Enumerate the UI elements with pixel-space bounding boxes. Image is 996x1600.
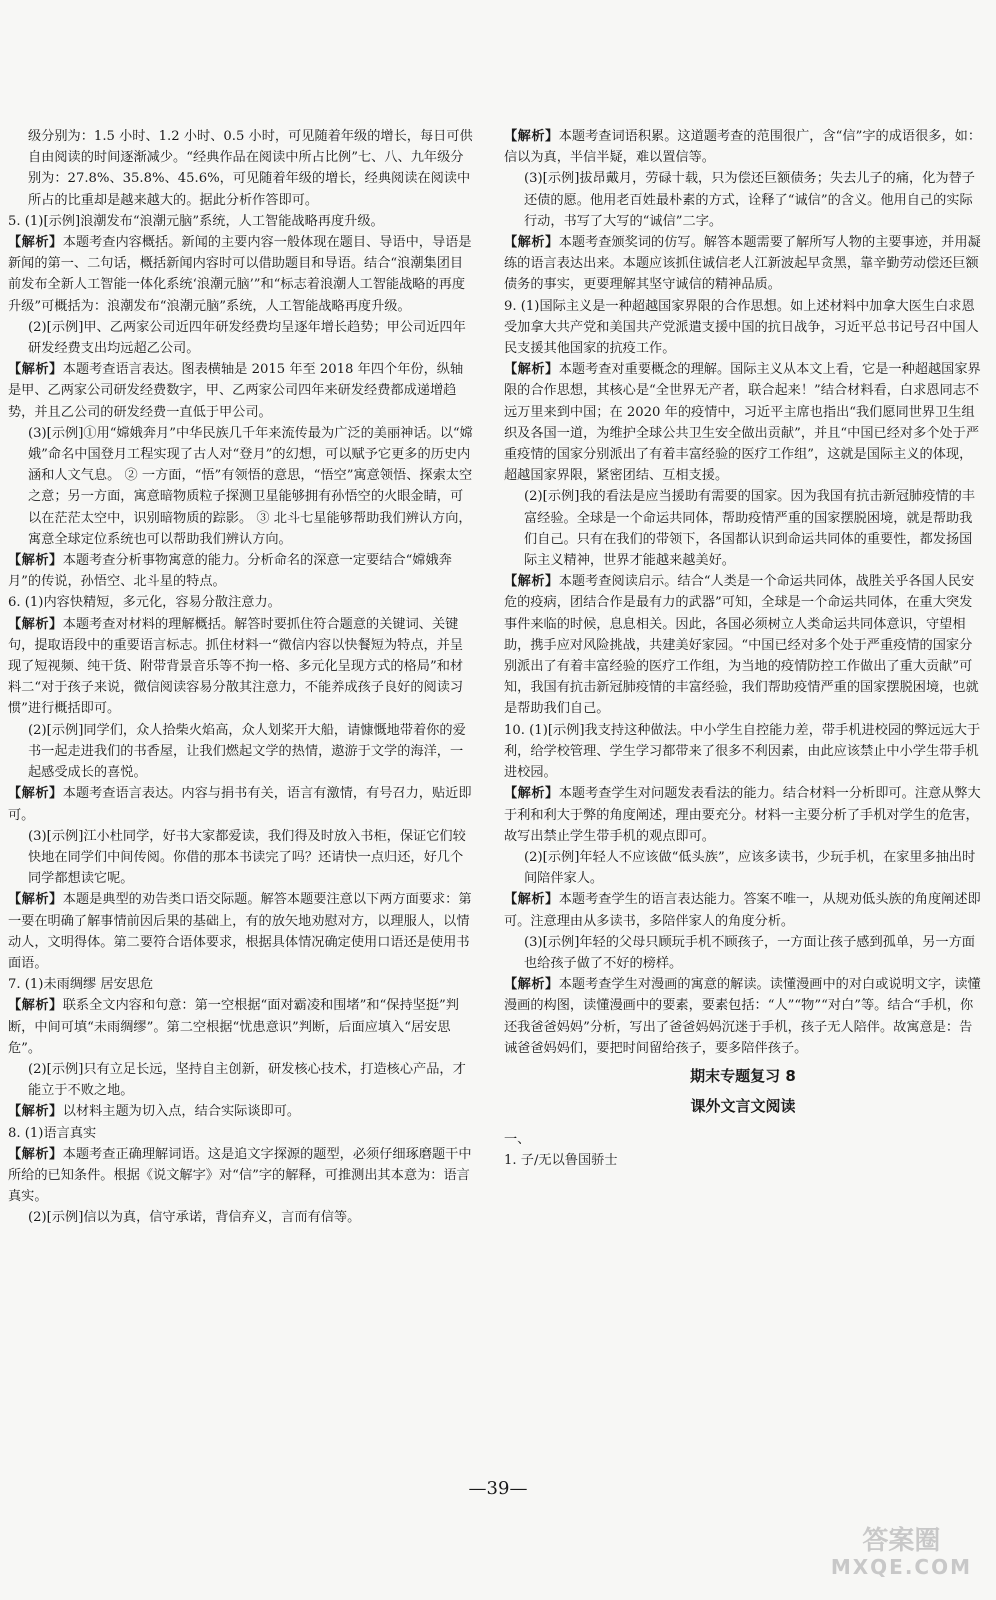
answer-paragraph: (2)[示例]年轻人不应该做“低头族”，应该多读书，少玩手机，在家里多抽出时间陪伴家人。 <box>524 849 976 887</box>
answer-paragraph: 6. (1)内容快精短，多元化，容易分散注意力。 <box>8 595 281 611</box>
answer-paragraph: (2)[示例]同学们，众人拾柴火焰高，众人划桨开大船，请慷慨地带着你的爱书一起走进我们的书香屋，让我们燃起文学的热情，遨游于文学的海洋，一起感受成长的喜悦。 <box>28 722 466 781</box>
answer-paragraph: (3)[示例]年轻的父母只顾玩手机不顾孩子，一方面让孩子感到孤单，另一方面也给孩子做了不好的榜样。 <box>524 934 975 971</box>
analysis-tag: 【解析】 <box>504 129 559 144</box>
analysis-text: 本题考查学生对问题发表看法的能力。结合材料一分析即可。注意从弊大于利和利大于弊的角度阐述，理由要充分。材料一主要分析了手机对学生的危害，故写出禁止学生带手机的观点即可。 <box>504 786 981 844</box>
analysis-paragraph <box>8 1101 474 1122</box>
section-marker: 一、 <box>504 1131 531 1147</box>
analysis-tag: 【解析】 <box>8 1146 63 1162</box>
answer-paragraph: (3)[示例]拔昂戴月，劳碌十载，只为偿还巨额债务；失去儿子的痛，化为替子还债的愿。他用老百姓最朴素的方式，诠释了“诚信”的含义。他用自己的实际行动，书写了大写的“诚信”二字。 <box>524 171 975 229</box>
analysis-text: 本题考查学生对漫画的寓意的解读。读懂漫画中的对白或说明文字，读懂漫画的构图，读懂漫画中的要素，要素包括：“人”“物”“对白”等。结合“手机，你还我爸爸妈妈”分析，写出了爸爸妈妈沉迷于手机，孩子无人陪伴。故寓意是：告诫爸爸妈妈们，要把时间留给孩子，要多陪伴孩子。 <box>504 977 981 1056</box>
watermark-logo <box>831 1528 972 1580</box>
answer-paragraph: 8. (1)语言真实 <box>8 1125 97 1141</box>
analysis-paragraph <box>504 126 982 168</box>
analysis-paragraph <box>8 783 474 825</box>
analysis-text: 本题考查分析事物寓意的能力。分析命名的深意一定要结合“嫦娥奔月”的传说，孙悟空、北斗星的特点。 <box>8 553 452 590</box>
analysis-text: 本题考查内容概括。新闻的主要内容一般体现在题目、导语中，导语是新闻的第一、二句话，概括新闻内容时可以借助题目和导语。结合“浪潮集团目前发布全新人工智能一体化系统‘浪潮元脑’”和“标志着浪潮人工智能战略的再度升级”可概括为：浪潮发布“浪潮元脑”系统，人工智能战略再度升级。 <box>8 235 472 314</box>
analysis-tag: 【解析】 <box>8 616 63 632</box>
analysis-paragraph <box>8 359 474 423</box>
answer-paragraph: 5. (1)[示例]浪潮发布“浪潮元脑”系统，人工智能战略再度升级。 <box>8 213 384 229</box>
analysis-paragraph <box>504 571 982 719</box>
analysis-text: 本题考查阅读启示。结合“人类是一个命运共同体，战胜关乎各国人民安危的疫病，团结合作是最有力的武器”可知，全球是一个命运共同体，在重大突发事件来临的时候，息息相关。因此，各国必须树立人类命运共同体意识，守望相助，携手应对风险挑战，共建美好家园。“中国已经对多个处于严重疫情的国家分别派出了有着丰富经验的医疗工作组，为当地的疫情防控工作做出了重大贡献”可知，我国有抗击新冠肺疫情的丰富经验，我们帮助疫情严重的国家摆脱困境，也就是帮助我们自己。 <box>504 574 979 717</box>
answer-paragraph: (2)[示例]信以为真，信守承诺，背信弃义，言而有信等。 <box>28 1210 361 1226</box>
analysis-paragraph <box>8 995 474 1059</box>
answer-paragraph: (3)[示例]江小杜同学，好书大家都爱读，我们得及时放入书柜，保证它们较快地在同学们中间传阅。你借的那本书读完了吗？还请快一点归还，好几个同学都想读它呢。 <box>28 828 466 887</box>
analysis-tag: 【解析】 <box>8 362 63 378</box>
answer-paragraph: 9. (1)国际主义是一种超越国家界限的合作思想。如上述材料中加拿大医生白求恩受加拿大共产党和美国共产党派遣支援中国的抗日战争，习近平总书记号召中国人民支援其他国家的抗疫工作。 <box>504 298 979 357</box>
answer-paragraph: (3)[示例]①用“嫦娥奔月”中华民族几千年来流传最为广泛的美丽神话。以“嫦娥”命名中国登月工程实现了古人对“登月”的幻想，可以赋予它更多的历史内涵和人文气息。 ② 一方面，“悟”有领悟的意思，“悟空”寓意领悟、探索太空之意；另一方面，寓意暗物质粒子探测卫星能够拥有孙悟空的火眼金睛，可以在茫茫太空中，识别暗物质的踪影。 ③ 北斗七星能够帮助我们辨认方向，寓意全球定位系统也可以帮助我们辨认方向。 <box>28 425 473 547</box>
analysis-paragraph <box>8 550 474 592</box>
analysis-tag: 【解析】 <box>504 235 559 251</box>
answer-paragraph: 级分别为：1.5 小时、1.2 小时、0.5 小时，可见随着年级的增长，每日可供自由阅读的时间逐渐减少。“经典作品在阅读中所占比例”七、八、九年级分别为：27.8%、35.8%、45.6%，可见随着年级的增长，经典阅读在阅读中所占的比重却是越来越大的。据此分析作答即可。 <box>28 129 473 208</box>
analysis-text: 本题考查颁奖词的仿写。解答本题需要了解所写人物的主要事迹，并用凝练的语言表达出来。本题应该抓住诚信老人江新波起早贪黑，靠辛勤劳动偿还巨额债务的事实，更要理解其坚守诚信的精神品质。 <box>504 235 981 293</box>
analysis-text: 本题考查学生的语言表达能力。答案不唯一，从规劝低头族的角度阐述即可。注意理由从多读书，多陪伴家人的角度分析。 <box>504 892 981 929</box>
analysis-text: 本题考查语言表达。图表横轴是 2015 年至 2018 年四个年份，纵轴是甲、乙两家公司研发经费数字，甲、乙两家公司四年来研发经费都成递增趋势，并且乙公司的研发经费一直低于甲公司。 <box>8 362 464 420</box>
analysis-paragraph <box>504 359 982 486</box>
analysis-text: 本题考查对重要概念的理解。国际主义从本文上看，它是一种超越国家界限的合作思想，其核心是“全世界无产者，联合起来！”结合材料看，白求恩同志不远万里来到中国；在 2020 年的疫情中，习近平主席也指出“我们愿同世界卫生组织及各国一道，为维护全球公共卫生安全做出贡献”，并且“中国已经对多个处于严重疫情的国家分别派出了有着丰富经验的医疗工作组”，这就是国际主义的体现，超越国家界限，紧密团结、互相支援。 <box>504 362 981 484</box>
analysis-paragraph <box>8 614 474 720</box>
analysis-paragraph <box>504 232 982 296</box>
answer-paragraph: (2)[示例]我的看法是应当援助有需要的国家。因为我国有抗击新冠肺疫情的丰富经验。全球是一个命运共同体，帮助疫情严重的国家摆脱困境，就是帮助我们自己。只有在我们的带领下，各国都认识到命运共同体的重要性，都发扬国际主义精神，世界才能越来越美好。 <box>524 489 975 569</box>
analysis-text: 联系全文内容和句意：第一空根据“面对霸凌和围堵”和“保持坚挺”判断，中间可填“未雨绸缪”。第二空根据“忧患意识”判断，后面应填入“居安思危”。 <box>8 998 459 1056</box>
analysis-tag: 【解析】 <box>8 553 63 569</box>
analysis-text: 本题考查语言表达。内容与捐书有关，语言有激情，有号召力，贴近即可。 <box>8 786 472 823</box>
analysis-tag: 【解析】 <box>8 786 63 802</box>
watermark-line2: MXQE.COM <box>830 1555 972 1579</box>
answer-paragraph: 1. 子/无以鲁国骄士 <box>504 1153 618 1169</box>
analysis-tag: 【解析】 <box>504 786 559 802</box>
analysis-paragraph <box>504 783 982 847</box>
analysis-paragraph <box>504 974 982 1059</box>
analysis-text: 以材料主题为切入点，结合实际谈即可。 <box>62 1104 301 1120</box>
answer-paragraph: 10. (1)[示例]我支持这种做法。中小学生自控能力差，带手机进校园的弊远远大于利，给学校管理、学生学习都带来了很多不利因素，由此应该禁止中小学生带手机进校园。 <box>504 722 981 781</box>
answer-paragraph: 7. (1)未雨绸缪 居安思危 <box>8 977 154 993</box>
right-column <box>504 126 982 1171</box>
answer-paragraph: (2)[示例]只有立足长远，坚持自主创新，研发核心技术，打造核心产品，才能立于不败之地。 <box>28 1061 466 1099</box>
answer-paragraph: (2)[示例]甲、乙两家公司近四年研发经费均呈逐年增长趋势；甲公司近四年研发经费支出均远超乙公司。 <box>28 319 466 357</box>
analysis-paragraph <box>8 232 474 317</box>
analysis-text: 本题考查对材料的理解概括。解答时要抓住符合题意的关键词、关键句，提取语段中的重要语言标志。抓住材料一“微信内容以快餐短为特点，并呈现了短视频、纯干货、附带背景音乐等不拘一格、多元化呈现方式的格局”和材料二“对于孩子来说，微信阅读容易分散其注意力，不能养成孩子良好的阅读习惯”进行概括即可。 <box>8 616 464 717</box>
page-number: —39— <box>468 1478 528 1499</box>
analysis-text: 本题考查正确理解词语。这是追文字探源的题型，必须仔细琢磨题干中所给的已知条件。根据《说文解字》对“信”字的解释，可推测出其本意为：语言真实。 <box>8 1146 472 1205</box>
analysis-tag: 【解析】 <box>504 892 559 908</box>
left-column <box>8 126 474 1229</box>
analysis-tag: 【解析】 <box>8 235 63 251</box>
section-title: 课外文言文阅读 <box>690 1096 796 1115</box>
analysis-text: 本题是典型的劝告类口语交际题。解答本题要注意以下两方面要求：第一要在明确了解事情前因后果的基础上，有的放矢地劝慰对方，以理服人，以情动人，文明得体。第二要符合语体要求，根据具体情况确定使用口语还是使用书面语。 <box>8 892 472 971</box>
analysis-tag: 【解析】 <box>504 362 559 378</box>
watermark-line1: 答案圈 <box>862 1526 941 1556</box>
analysis-text: 本题考查词语积累。这道题考查的范围很广，含“信”字的成语很多，如：信以为真，半信半疑，难以置信等。 <box>504 129 982 166</box>
analysis-paragraph <box>504 889 982 931</box>
analysis-tag: 【解析】 <box>504 977 559 993</box>
analysis-tag: 【解析】 <box>8 998 63 1014</box>
analysis-tag: 【解析】 <box>504 574 559 590</box>
analysis-paragraph <box>8 889 474 974</box>
analysis-paragraph <box>8 1144 474 1208</box>
analysis-tag: 【解析】 <box>8 1104 63 1120</box>
analysis-tag: 【解析】 <box>8 892 63 908</box>
section-title: 期末专题复习 8 <box>690 1066 796 1085</box>
